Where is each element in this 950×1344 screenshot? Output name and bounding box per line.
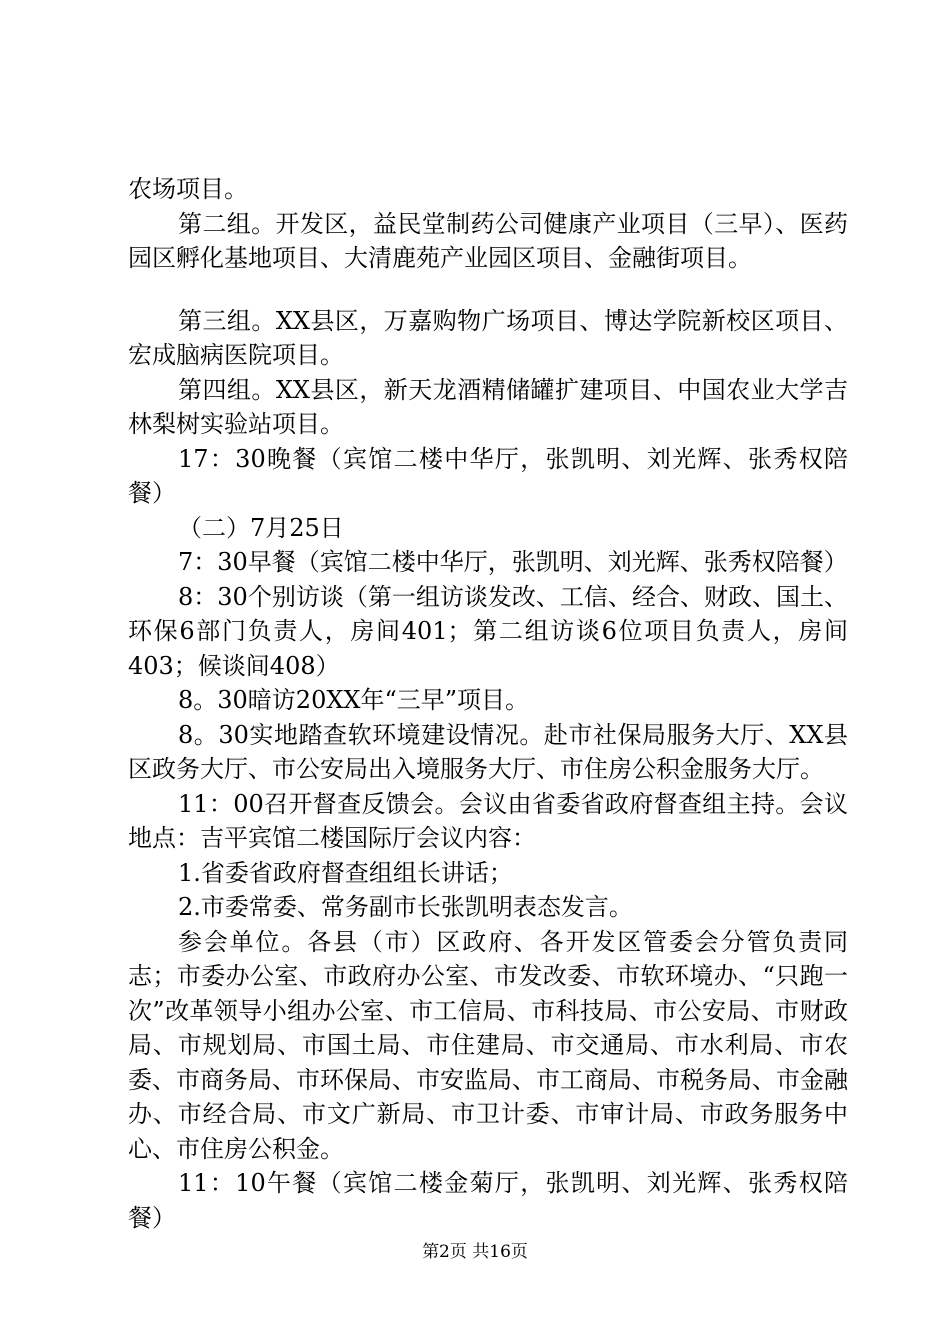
paragraph-12: 1.省委省政府督查组组长讲话； — [178, 858, 513, 887]
paragraph-4: 第四组。XX县区，新天龙酒精储罐扩建项目、中国农业大学吉林梨树实验站项目。 — [128, 375, 848, 438]
paragraph-3: 第三组。XX县区，万嘉购物广场项目、博达学院新校区项目、宏成脑病医院项目。 — [128, 306, 848, 369]
document-body — [128, 172, 848, 1235]
page-footer: 第2页 共16页 — [422, 1242, 528, 1262]
paragraph-14: 参会单位。各县（市）区政府、各开发区管委会分管负责同志；市委办公室、市政府办公室、市发改委、市软环境办、“只跑一次”改革领导小组办公室、市工信局、市科技局、市公安局、市财政局、市规划局、市国土局、市住建局、市交通局、市水利局、市农委、市商务局、市环保局、市安监局、市工商局、市税务局、市金融办、市经合局、市文广新局、市卫计委、市审计局、市政务服务中心、市住房公积金。 — [128, 927, 848, 1163]
paragraph-1: 农场项目。 — [128, 175, 248, 203]
paragraph-10: 8。30实地踏查软环境建设情况。赴市社保局服务大厅、XX县区政务大厅、市公安局出入境服务大厅、市住房公积金服务大厅。 — [128, 720, 848, 783]
paragraph-11: 11：00召开督查反馈会。会议由省委省政府督查组主持。会议地点：吉平宾馆二楼国际厅会议内容： — [128, 789, 848, 852]
paragraph-8: 8：30个别访谈（第一组访谈发改、工信、经合、财政、国土、环保6部门负责人，房间401；第二组访谈6位项目负责人，房间403；候谈间408） — [128, 582, 848, 680]
paragraph-2: 第二组。开发区，益民堂制药公司健康产业项目（三早）、医药园区孵化基地项目、大清鹿苑产业园区项目、金融街项目。 — [128, 209, 848, 272]
paragraph-15: 11：10午餐（宾馆二楼金菊厅，张凯明、刘光辉、张秀权陪餐） — [128, 1169, 848, 1232]
paragraph-5: 17：30晚餐（宾馆二楼中华厅，张凯明、刘光辉、张秀权陪餐） — [128, 444, 848, 507]
blank-line — [128, 276, 848, 304]
paragraph-9: 8。30暗访20XX年“三早”项目。 — [178, 686, 530, 714]
paragraph-6: （二）7月25日 — [178, 513, 344, 542]
paragraph-13: 2.市委常委、常务副市长张凯明表态发言。 — [178, 893, 633, 921]
paragraph-7: 7：30早餐（宾馆二楼中华厅，张凯明、刘光辉、张秀权陪餐） — [178, 548, 848, 576]
